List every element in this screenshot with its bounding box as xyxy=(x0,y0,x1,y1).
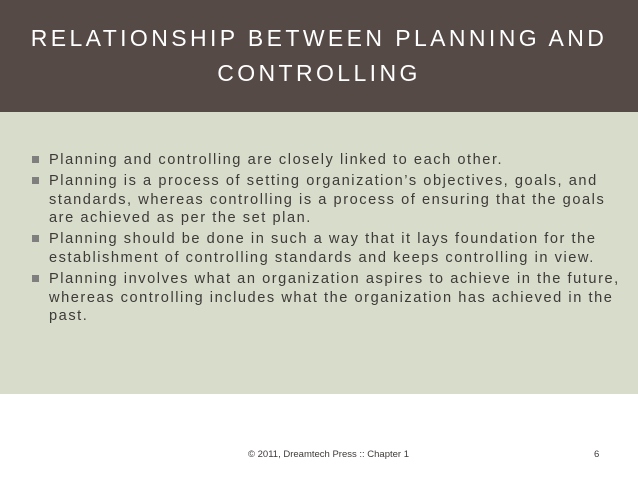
bullet-item xyxy=(32,230,622,267)
bullet-text: Planning is a process of setting organization’s objectives, goals, and standards, whereas controlling is a process of ensuring that the goals are achieved as per the set plan. xyxy=(49,173,606,227)
bullet-item xyxy=(32,270,622,326)
bullet-text: Planning involves what an organization aspires to achieve in the future, whereas controlling includes what the organization has achieved in the past. xyxy=(49,271,620,325)
page-number: 6 xyxy=(594,449,600,460)
square-bullet-icon xyxy=(32,235,39,242)
square-bullet-icon xyxy=(32,275,39,282)
bullet-list xyxy=(32,151,622,328)
slide-footer xyxy=(0,446,638,466)
square-bullet-icon xyxy=(32,177,39,184)
square-bullet-icon xyxy=(32,156,39,163)
bullet-text: Planning and controlling are closely linked to each other. xyxy=(49,152,504,168)
title-bar xyxy=(0,0,638,112)
footer-copyright: © 2011, Dreamtech Press :: Chapter 1 xyxy=(248,449,410,460)
bullet-item xyxy=(32,151,622,170)
slide-title: RELATIONSHIP BETWEEN PLANNING AND CONTROLLING xyxy=(30,25,608,86)
bullet-item xyxy=(32,172,622,228)
bullet-text: Planning should be done in such a way that it lays foundation for the establishment of controlling standards and keeps controlling in view. xyxy=(49,231,597,266)
content-area xyxy=(0,112,638,394)
